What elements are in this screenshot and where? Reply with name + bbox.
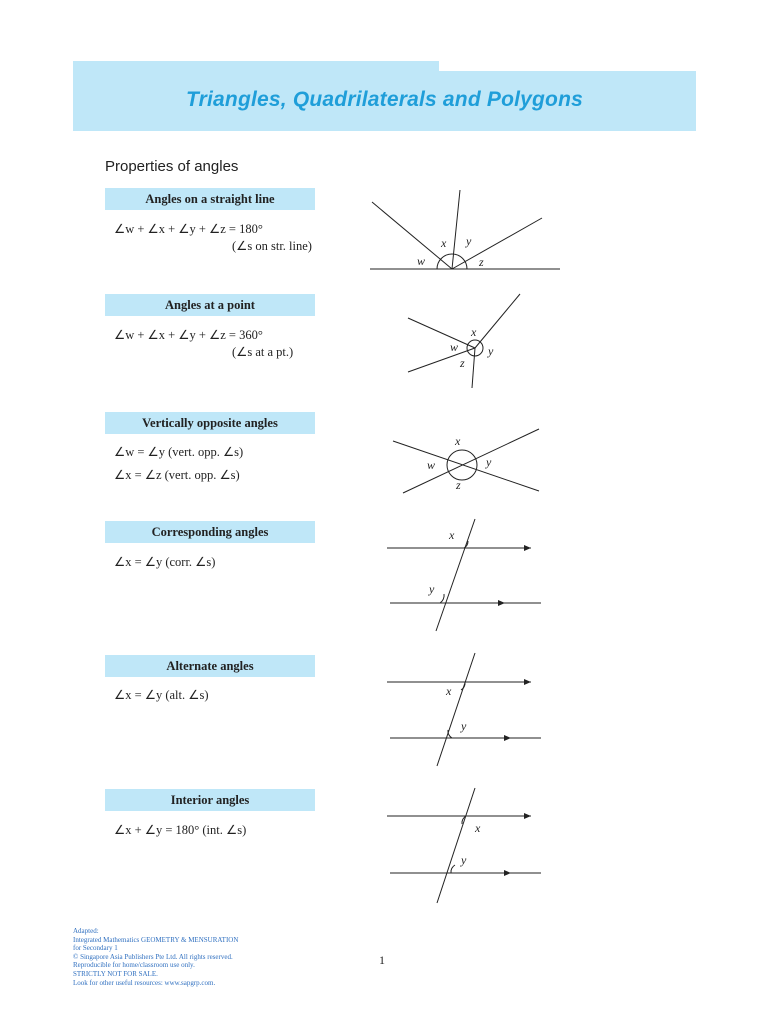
formula-line: ∠x + ∠y = 180° (int. ∠s) (114, 823, 247, 837)
interior-angles-figure (385, 785, 545, 910)
footer-line: Look for other useful resources: www.sapgrp.com. (73, 978, 216, 987)
angles-at-point-block (105, 294, 315, 316)
label-y: y (486, 455, 492, 469)
straight-line-figure (360, 188, 570, 280)
label-y: y (461, 719, 467, 733)
section-title: Properties of angles (105, 158, 239, 175)
block-label: Corresponding angles (105, 521, 315, 543)
vertically-opposite-block (105, 412, 315, 434)
label-z: z (456, 478, 461, 492)
angles-straight-line-block (105, 188, 315, 210)
vertically-opposite-figure (385, 425, 545, 495)
title-banner (73, 71, 696, 131)
label-y: y (461, 853, 467, 867)
label-y: y (488, 344, 494, 358)
formula-line: ∠x = ∠y (corr. ∠s) (114, 555, 216, 569)
label-x: x (475, 821, 481, 835)
footer-line: Adapted: (73, 927, 99, 935)
corresponding-angles-block (105, 521, 315, 543)
block-label: Angles on a straight line (105, 188, 315, 210)
alternate-angles-block (105, 655, 315, 677)
footer-line: Reproducible for home/classroom use only. (73, 961, 195, 970)
corresponding-angles-figure (385, 515, 545, 635)
formula-line: ∠w + ∠x + ∠y + ∠z = 360° (114, 328, 263, 342)
label-z: z (460, 356, 465, 370)
label-x: x (441, 236, 447, 250)
block-label: Alternate angles (105, 655, 315, 677)
label-x: x (449, 528, 455, 542)
reason-line: (∠s at a pt.) (232, 345, 294, 359)
label-x: x (455, 434, 461, 448)
label-z: z (479, 255, 484, 269)
footer-line: for Secondary 1 (73, 944, 118, 953)
block-label: Vertically opposite angles (105, 412, 315, 434)
formula-line: ∠x = ∠z (vert. opp. ∠s) (114, 468, 240, 482)
page-number: 1 (379, 953, 385, 967)
alternate-angles-figure (385, 650, 545, 770)
label-y: y (466, 234, 472, 248)
label-w: w (417, 254, 426, 268)
formula-line: ∠w = ∠y (vert. opp. ∠s) (114, 445, 244, 459)
block-label: Angles at a point (105, 294, 315, 316)
label-x: x (446, 684, 452, 698)
reason-line: (∠s on str. line) (232, 239, 312, 253)
interior-angles-block (105, 789, 315, 811)
label-w: w (427, 458, 436, 472)
footer-line: © Singapore Asia Publishers Pte Ltd. All rights reserved. (73, 952, 233, 961)
block-label: Interior angles (105, 789, 315, 811)
footer-credits (73, 927, 238, 987)
footer-line: Integrated Mathematics GEOMETRY & MENSURATION (73, 935, 239, 944)
label-x: x (471, 325, 477, 339)
formula-line: ∠w + ∠x + ∠y + ∠z = 180° (114, 222, 263, 236)
page-title: Triangles, Quadrilaterals and Polygons (186, 88, 583, 111)
label-w: w (450, 340, 459, 354)
formula-line: ∠x = ∠y (alt. ∠s) (114, 688, 209, 702)
footer-line: STRICTLY NOT FOR SALE. (73, 969, 158, 978)
label-y: y (429, 582, 435, 596)
angles-at-point-figure (400, 290, 530, 390)
